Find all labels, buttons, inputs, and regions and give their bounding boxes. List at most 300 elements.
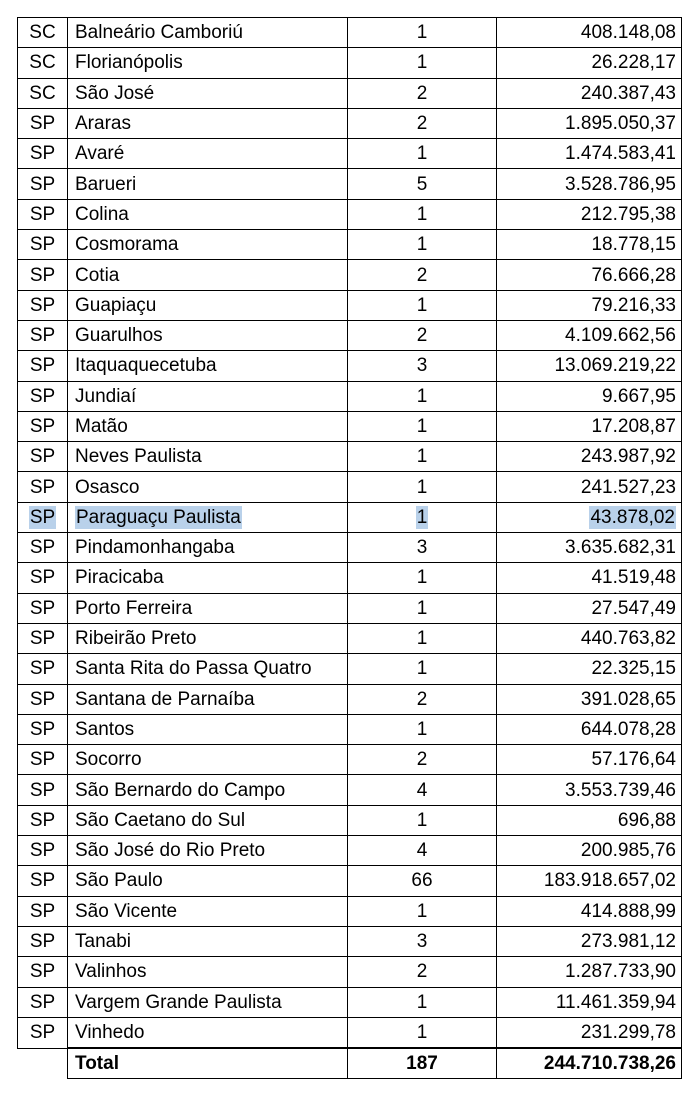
value-cell-text: 18.778,15 xyxy=(591,234,676,256)
quantity-cell-text: 1 xyxy=(416,446,428,468)
city-cell xyxy=(68,987,348,1017)
quantity-cell-text: 3 xyxy=(416,355,428,377)
quantity-cell xyxy=(348,623,497,653)
value-cell-text: 9.667,95 xyxy=(602,385,676,407)
state-cell xyxy=(18,866,68,896)
quantity-cell xyxy=(348,896,497,926)
city-cell xyxy=(68,230,348,260)
state-cell xyxy=(18,411,68,441)
value-cell xyxy=(497,714,682,744)
state-cell-text: SP xyxy=(29,355,56,377)
table-row xyxy=(18,230,682,260)
table-row xyxy=(18,866,682,896)
value-cell-text: 1.287.733,90 xyxy=(565,961,676,983)
value-cell-text: 57.176,64 xyxy=(591,749,676,771)
state-cell xyxy=(18,836,68,866)
quantity-cell xyxy=(348,78,497,108)
value-cell-text: 231.299,78 xyxy=(580,1021,676,1043)
state-cell-text: SP xyxy=(29,931,56,953)
value-cell xyxy=(497,199,682,229)
state-cell-text: SP xyxy=(29,749,56,771)
city-cell xyxy=(68,139,348,169)
state-cell-text: SC xyxy=(29,52,56,74)
city-cell xyxy=(68,290,348,320)
state-cell-text: SP xyxy=(29,779,56,801)
value-cell xyxy=(497,411,682,441)
value-cell xyxy=(497,230,682,260)
state-cell xyxy=(18,502,68,532)
state-cell xyxy=(18,533,68,563)
quantity-cell-text: 1 xyxy=(416,628,428,650)
state-cell xyxy=(18,18,68,48)
municipality-table xyxy=(17,17,682,1079)
table-row xyxy=(18,48,682,78)
quantity-cell xyxy=(348,714,497,744)
value-cell-text: 3.635.682,31 xyxy=(565,537,676,559)
total-quantity: 187 xyxy=(348,1048,497,1079)
state-cell xyxy=(18,684,68,714)
city-cell xyxy=(68,502,348,532)
quantity-cell-text: 1 xyxy=(416,234,428,256)
city-cell-text: Tanabi xyxy=(75,931,131,953)
state-cell xyxy=(18,896,68,926)
value-cell-text: 22.325,15 xyxy=(591,658,676,680)
table-row xyxy=(18,290,682,320)
quantity-cell-text: 1 xyxy=(416,476,428,498)
city-cell-text: Cosmorama xyxy=(75,234,179,256)
value-cell xyxy=(497,108,682,138)
city-cell xyxy=(68,351,348,381)
state-cell-text: SP xyxy=(29,264,56,286)
value-cell xyxy=(497,593,682,623)
city-cell xyxy=(68,623,348,653)
state-cell xyxy=(18,472,68,502)
quantity-cell xyxy=(348,260,497,290)
quantity-cell-text: 1 xyxy=(416,143,428,165)
state-cell xyxy=(18,78,68,108)
table-row xyxy=(18,78,682,108)
quantity-cell xyxy=(348,169,497,199)
state-cell xyxy=(18,987,68,1017)
city-cell-text: Piracicaba xyxy=(75,567,164,589)
value-cell-text: 41.519,48 xyxy=(591,567,676,589)
quantity-cell xyxy=(348,836,497,866)
quantity-cell-text: 3 xyxy=(416,931,428,953)
quantity-cell-text: 1 xyxy=(416,506,428,528)
quantity-cell-text: 1 xyxy=(416,991,428,1013)
state-cell-text: SC xyxy=(29,22,56,44)
state-cell-text: SC xyxy=(29,82,56,104)
quantity-cell-text: 5 xyxy=(416,173,428,195)
value-cell-text: 27.547,49 xyxy=(591,597,676,619)
quantity-cell xyxy=(348,381,497,411)
city-cell-text: Santa Rita do Passa Quatro xyxy=(75,658,312,680)
document-page xyxy=(17,17,682,1079)
table-row xyxy=(18,714,682,744)
quantity-cell xyxy=(348,18,497,48)
value-cell xyxy=(497,1017,682,1048)
quantity-cell xyxy=(348,139,497,169)
state-cell xyxy=(18,320,68,350)
value-cell-text: 440.763,82 xyxy=(580,628,676,650)
city-cell-text: São Caetano do Sul xyxy=(75,809,246,831)
state-cell-text: SP xyxy=(29,870,56,892)
state-cell-text: SP xyxy=(29,809,56,831)
value-cell xyxy=(497,48,682,78)
city-cell xyxy=(68,896,348,926)
value-cell xyxy=(497,684,682,714)
quantity-cell xyxy=(348,502,497,532)
city-cell-text: Matão xyxy=(75,416,128,437)
city-cell xyxy=(68,442,348,472)
quantity-cell-text: 1 xyxy=(416,385,428,407)
state-cell-text: SP xyxy=(29,325,56,347)
quantity-cell xyxy=(348,320,497,350)
city-cell-text: Araras xyxy=(75,113,131,135)
city-cell xyxy=(68,775,348,805)
quantity-cell xyxy=(348,987,497,1017)
value-cell xyxy=(497,866,682,896)
value-cell-text: 3.528.786,95 xyxy=(565,173,676,195)
table-row xyxy=(18,957,682,987)
value-cell-text: 13.069.219,22 xyxy=(554,355,676,377)
value-cell xyxy=(497,775,682,805)
state-cell-text: SP xyxy=(29,628,56,650)
city-cell xyxy=(68,563,348,593)
table-row xyxy=(18,381,682,411)
state-cell-text: SP xyxy=(29,476,56,498)
value-cell-text: 3.553.739,46 xyxy=(565,779,676,801)
total-label: Total xyxy=(68,1048,348,1079)
city-cell-text: São Vicente xyxy=(75,900,178,922)
quantity-cell-text: 1 xyxy=(416,718,428,740)
city-cell-text: Guapiaçu xyxy=(75,294,157,316)
city-cell xyxy=(68,684,348,714)
state-cell-text: SP xyxy=(29,1022,56,1044)
state-cell-text: SP xyxy=(29,688,56,710)
state-cell-text: SP xyxy=(29,173,56,195)
value-cell xyxy=(497,381,682,411)
quantity-cell xyxy=(348,351,497,381)
value-cell xyxy=(497,896,682,926)
state-cell xyxy=(18,230,68,260)
value-cell xyxy=(497,926,682,956)
value-cell-text: 408.148,08 xyxy=(580,22,676,44)
quantity-cell-text: 4 xyxy=(416,779,428,801)
city-cell-text: Balneário Camboriú xyxy=(75,22,243,44)
value-cell-text: 414.888,99 xyxy=(580,900,676,922)
quantity-cell xyxy=(348,654,497,684)
value-cell xyxy=(497,290,682,320)
quantity-cell-text: 66 xyxy=(411,870,433,892)
city-cell-text: Porto Ferreira xyxy=(75,597,193,619)
state-cell xyxy=(18,926,68,956)
quantity-cell xyxy=(348,775,497,805)
state-cell xyxy=(18,1017,68,1048)
quantity-cell xyxy=(348,108,497,138)
value-cell xyxy=(497,18,682,48)
value-cell xyxy=(497,139,682,169)
state-cell xyxy=(18,714,68,744)
state-cell-text: SP xyxy=(29,446,56,468)
city-cell xyxy=(68,957,348,987)
total-value: 244.710.738,26 xyxy=(497,1048,682,1079)
table-row xyxy=(18,533,682,563)
value-cell-text: 26.228,17 xyxy=(591,52,676,74)
table-row xyxy=(18,411,682,441)
city-cell xyxy=(68,533,348,563)
total-row xyxy=(18,1048,682,1079)
value-cell xyxy=(497,502,682,532)
city-cell-text: Osasco xyxy=(75,476,140,498)
table-row xyxy=(18,896,682,926)
city-cell xyxy=(68,654,348,684)
quantity-cell xyxy=(348,199,497,229)
total-spacer-cell xyxy=(18,1048,68,1079)
table-row xyxy=(18,472,682,502)
quantity-cell-text: 3 xyxy=(416,537,428,559)
table-row xyxy=(18,775,682,805)
city-cell-text: Ribeirão Preto xyxy=(75,628,197,650)
city-cell-text: Socorro xyxy=(75,749,142,771)
city-cell xyxy=(68,1017,348,1048)
table-row xyxy=(18,836,682,866)
state-cell xyxy=(18,442,68,472)
state-cell xyxy=(18,745,68,775)
quantity-cell-text: 2 xyxy=(416,264,428,286)
city-cell xyxy=(68,411,348,441)
state-cell xyxy=(18,139,68,169)
quantity-cell-text: 1 xyxy=(416,567,428,589)
state-cell xyxy=(18,351,68,381)
state-cell xyxy=(18,290,68,320)
table-row xyxy=(18,805,682,835)
table-row xyxy=(18,199,682,229)
quantity-cell-text: 1 xyxy=(416,294,428,316)
state-cell-text: SP xyxy=(29,840,56,862)
state-cell-text: SP xyxy=(29,567,56,589)
quantity-cell-text: 1 xyxy=(416,52,428,74)
table-row xyxy=(18,563,682,593)
state-cell xyxy=(18,169,68,199)
city-cell-text: Paraguaçu Paulista xyxy=(76,506,241,528)
value-cell-text: 43.878,02 xyxy=(590,506,675,528)
quantity-cell-text: 1 xyxy=(416,900,428,922)
quantity-cell-text: 2 xyxy=(416,688,428,710)
table-row xyxy=(18,108,682,138)
value-cell-text: 1.474.583,41 xyxy=(565,143,676,165)
state-cell-text: SP xyxy=(29,537,56,559)
city-cell xyxy=(68,593,348,623)
state-cell xyxy=(18,775,68,805)
table-row xyxy=(18,139,682,169)
table-body xyxy=(18,18,682,1079)
city-cell xyxy=(68,472,348,502)
quantity-cell xyxy=(348,866,497,896)
quantity-cell xyxy=(348,290,497,320)
value-cell xyxy=(497,623,682,653)
state-cell xyxy=(18,381,68,411)
quantity-cell xyxy=(348,48,497,78)
city-cell xyxy=(68,260,348,290)
value-cell xyxy=(497,957,682,987)
value-cell xyxy=(497,351,682,381)
value-cell-text: 79.216,33 xyxy=(591,294,676,316)
table-row xyxy=(18,987,682,1017)
quantity-cell-text: 2 xyxy=(416,325,428,347)
quantity-cell-text: 1 xyxy=(416,22,428,44)
state-cell-text: SP xyxy=(29,416,56,437)
city-cell-text: Pindamonhangaba xyxy=(75,537,235,559)
quantity-cell-text: 1 xyxy=(416,597,428,619)
value-cell xyxy=(497,563,682,593)
city-cell-text: São José xyxy=(75,82,155,104)
city-cell-text: Colina xyxy=(75,203,129,225)
value-cell-text: 4.109.662,56 xyxy=(565,325,676,347)
table-row xyxy=(18,169,682,199)
city-cell xyxy=(68,78,348,108)
quantity-cell-text: 2 xyxy=(416,113,428,135)
state-cell-text: SP xyxy=(29,900,56,922)
state-cell-text: SP xyxy=(29,597,56,619)
value-cell-text: 200.985,76 xyxy=(580,840,676,862)
state-cell-text: SP xyxy=(29,718,56,740)
state-cell-text: SP xyxy=(29,294,56,316)
city-cell-text: Vinhedo xyxy=(75,1021,145,1043)
city-cell xyxy=(68,745,348,775)
city-cell xyxy=(68,108,348,138)
table-row xyxy=(18,351,682,381)
table-row xyxy=(18,654,682,684)
state-cell-text: SP xyxy=(29,143,56,165)
city-cell-text: São Bernardo do Campo xyxy=(75,779,286,801)
state-cell xyxy=(18,623,68,653)
quantity-cell-text: 2 xyxy=(416,749,428,771)
city-cell-text: Santana de Parnaíba xyxy=(75,688,255,710)
value-cell xyxy=(497,745,682,775)
quantity-cell-text: 2 xyxy=(416,82,428,104)
value-cell-text: 1.895.050,37 xyxy=(565,113,676,135)
value-cell xyxy=(497,169,682,199)
value-cell xyxy=(497,836,682,866)
city-cell xyxy=(68,199,348,229)
city-cell xyxy=(68,169,348,199)
city-cell xyxy=(68,805,348,835)
quantity-cell xyxy=(348,684,497,714)
table-row xyxy=(18,502,682,532)
quantity-cell-text: 4 xyxy=(416,840,428,862)
value-cell xyxy=(497,533,682,563)
city-cell xyxy=(68,926,348,956)
value-cell xyxy=(497,78,682,108)
table-row xyxy=(18,320,682,350)
state-cell-text: SP xyxy=(29,991,56,1013)
city-cell-text: Jundiaí xyxy=(75,385,137,407)
table-row xyxy=(18,442,682,472)
quantity-cell xyxy=(348,745,497,775)
table-row xyxy=(18,623,682,653)
city-cell-text: Avaré xyxy=(75,143,125,165)
value-cell xyxy=(497,805,682,835)
value-cell-text: 240.387,43 xyxy=(580,82,676,104)
quantity-cell xyxy=(348,926,497,956)
quantity-cell-text: 1 xyxy=(416,1021,428,1043)
city-cell-text: Barueri xyxy=(75,173,137,195)
state-cell xyxy=(18,199,68,229)
value-cell-text: 273.981,12 xyxy=(580,931,676,953)
city-cell xyxy=(68,320,348,350)
table-row xyxy=(18,926,682,956)
quantity-cell xyxy=(348,533,497,563)
table-row xyxy=(18,593,682,623)
value-cell xyxy=(497,654,682,684)
value-cell xyxy=(497,260,682,290)
city-cell-text: Guarulhos xyxy=(75,325,163,347)
value-cell xyxy=(497,320,682,350)
city-cell xyxy=(68,381,348,411)
table-row xyxy=(18,745,682,775)
table-row xyxy=(18,684,682,714)
value-cell-text: 17.208,87 xyxy=(591,416,676,437)
value-cell xyxy=(497,442,682,472)
state-cell xyxy=(18,593,68,623)
state-cell xyxy=(18,108,68,138)
city-cell-text: Neves Paulista xyxy=(75,446,202,468)
quantity-cell xyxy=(348,442,497,472)
table-row xyxy=(18,260,682,290)
state-cell-text: SP xyxy=(29,113,56,135)
value-cell-text: 212.795,38 xyxy=(580,203,676,225)
state-cell xyxy=(18,957,68,987)
city-cell-text: Itaquaquecetuba xyxy=(75,355,217,377)
state-cell xyxy=(18,48,68,78)
quantity-cell-text: 2 xyxy=(416,961,428,983)
quantity-cell xyxy=(348,1017,497,1048)
value-cell-text: 243.987,92 xyxy=(580,446,676,468)
quantity-cell xyxy=(348,472,497,502)
table-row xyxy=(18,1017,682,1048)
city-cell xyxy=(68,714,348,744)
quantity-cell-text: 1 xyxy=(416,203,428,225)
city-cell-text: Santos xyxy=(75,718,135,740)
value-cell-text: 696,88 xyxy=(617,809,676,831)
state-cell-text: SP xyxy=(29,203,56,225)
city-cell xyxy=(68,18,348,48)
quantity-cell-text: 1 xyxy=(416,416,428,437)
quantity-cell xyxy=(348,593,497,623)
quantity-cell-text: 1 xyxy=(416,809,428,831)
city-cell xyxy=(68,866,348,896)
state-cell-text: SP xyxy=(29,506,56,528)
value-cell-text: 11.461.359,94 xyxy=(555,991,676,1013)
state-cell xyxy=(18,563,68,593)
value-cell-text: 76.666,28 xyxy=(591,264,676,286)
city-cell xyxy=(68,836,348,866)
value-cell-text: 241.527,23 xyxy=(580,476,676,498)
state-cell-text: SP xyxy=(29,385,56,407)
value-cell xyxy=(497,987,682,1017)
value-cell-text: 391.028,65 xyxy=(580,688,676,710)
state-cell xyxy=(18,805,68,835)
city-cell-text: Valinhos xyxy=(75,961,147,983)
state-cell-text: SP xyxy=(29,658,56,680)
quantity-cell xyxy=(348,563,497,593)
value-cell-text: 183.918.657,02 xyxy=(543,870,676,892)
city-cell-text: Florianópolis xyxy=(75,52,183,74)
city-cell-text: Vargem Grande Paulista xyxy=(75,991,282,1013)
state-cell-text: SP xyxy=(29,234,56,256)
value-cell xyxy=(497,472,682,502)
